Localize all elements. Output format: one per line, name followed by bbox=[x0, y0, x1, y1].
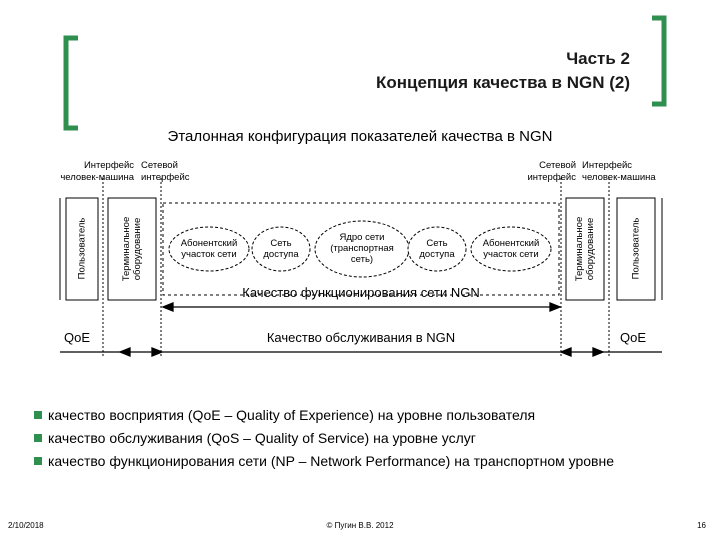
bullet-item: качество обслуживания (QoS – Quality of Service) на уровне услуг bbox=[36, 427, 696, 450]
bullet-list bbox=[36, 404, 696, 473]
bullet-square-icon bbox=[34, 457, 42, 465]
title-line-2: Концепция качества в NGN (2) bbox=[375, 73, 630, 92]
bullet-square-icon bbox=[34, 411, 42, 419]
ellipse-label-access-left: Сеть доступа bbox=[263, 238, 299, 260]
qos-arrow bbox=[60, 348, 662, 356]
footer-author: © Пугин В.В. 2012 bbox=[326, 521, 394, 530]
bullet-square-icon bbox=[34, 434, 42, 442]
right-bracket-decor bbox=[652, 18, 664, 104]
ellipse-label-core: Ядро сети (транспортная сеть) bbox=[330, 232, 394, 265]
ellipse-label-subscriber-left: Абонентский участок сети bbox=[180, 238, 238, 260]
label-net-iface-right: Сетевой интерфейс bbox=[527, 160, 576, 183]
diagram-subtitle: Эталонная конфигурация показателей качества в NGN bbox=[167, 128, 553, 145]
qos-label: Качество обслуживания в NGN bbox=[266, 330, 456, 345]
footer-date: 2/10/2018 bbox=[8, 521, 44, 530]
label-hmi-right: Интерфейс человек-машина bbox=[582, 160, 656, 183]
label-hmi-left: Интерфейс человек-машина bbox=[60, 160, 134, 183]
np-label: Качество функционирования сети NGN bbox=[242, 285, 480, 300]
ellipse-label-subscriber-right: Абонентский участок сети bbox=[482, 238, 540, 260]
qoe-left-label: QoE bbox=[64, 330, 91, 345]
ellipse-label-access-right: Сеть доступа bbox=[419, 238, 455, 260]
terminal-left-label: Терминальное оборудование bbox=[121, 216, 143, 282]
np-arrow bbox=[163, 303, 560, 311]
qoe-right-label: QoE bbox=[620, 330, 647, 345]
user-left-label: Пользователь bbox=[76, 217, 88, 280]
title-line-1: Часть 2 bbox=[566, 49, 630, 68]
bullet-item: качество функционирования сети (NP – Network Performance) на транспортном уровне bbox=[36, 450, 696, 473]
label-net-iface-left: Сетевой интерфейс bbox=[141, 160, 190, 183]
footer-page-number: 16 bbox=[697, 521, 706, 530]
user-right-label: Пользователь bbox=[630, 217, 642, 280]
terminal-right-label: Терминальное оборудование bbox=[574, 216, 596, 282]
left-bracket-decor bbox=[66, 38, 78, 128]
bullet-item: качество восприятия (QoE – Quality of Experience) на уровне пользователя bbox=[36, 404, 696, 427]
